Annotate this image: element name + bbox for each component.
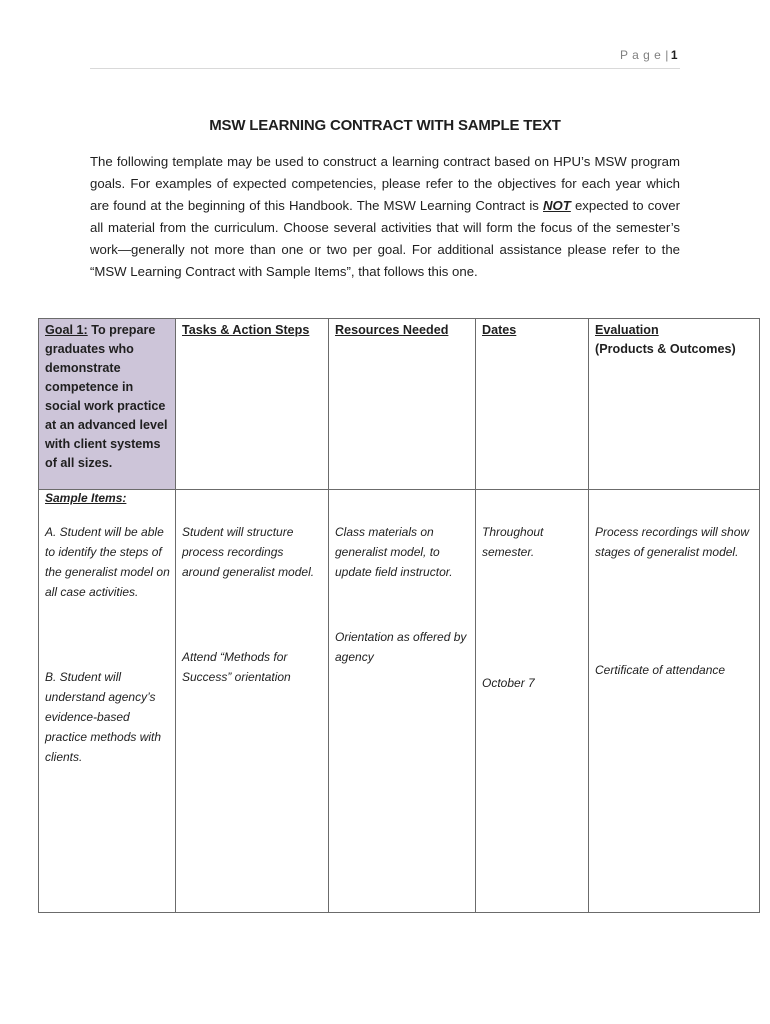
sample-item-a-date: Throughout semester. — [482, 525, 544, 559]
sample-item-b-task: Attend “Methods for Success” orientation — [182, 650, 291, 684]
evaluation-subheader: (Products & Outcomes) — [595, 342, 736, 356]
sample-item-b-resource: Orientation as offered by agency — [335, 630, 467, 664]
goal-statement — [39, 319, 175, 473]
intro-not-emphasis: NOT — [543, 197, 571, 213]
sample-item-a-task: Student will structure process recordings around generalist model. — [182, 525, 315, 579]
sample-goal-cell — [39, 490, 176, 913]
sample-resources-cell — [329, 490, 476, 913]
dates-header-cell — [476, 319, 589, 490]
sample-item-b-evaluation: Certificate of attendance — [595, 663, 726, 677]
intro-paragraph — [90, 151, 680, 282]
dates-header: Dates — [482, 323, 517, 337]
sample-items-label: Sample Items: — [45, 491, 127, 505]
resources-header: Resources Needed — [335, 323, 449, 337]
sample-item-b-date: October 7 — [482, 676, 535, 690]
learning-contract-table — [38, 318, 760, 913]
page-number — [620, 48, 678, 62]
sample-dates-cell — [476, 490, 589, 913]
sample-item-a-goal: A. Student will be able to identify the steps of the generalist model on all case activities. — [45, 525, 170, 599]
sample-tasks-cell — [176, 490, 329, 913]
intro-text-end: expected to cover all material from the curriculum. Choose several activities that will form the focus of the semester’s work—generally not more than one or two per goal. For additional assistance please refer to the “MSW Learning Contract with Sample Items”, that follows this one. — [90, 197, 681, 279]
evaluation-header: Evaluation — [595, 323, 659, 337]
intro-text-start: The following template may be used to construct a learning contract based on HPU’s MSW program goals. For examples of expected competencies, please refer to the objectives for each year which are found at the beginning of this Handbook. The MSW Learning Contract is — [90, 154, 680, 213]
sample-item-a-evaluation: Process recordings will show stages of generalist model. — [595, 525, 750, 559]
page-number-value: 1 — [670, 48, 678, 62]
tasks-header-cell — [176, 319, 329, 490]
evaluation-header-cell — [589, 319, 760, 490]
page-label: P a g e | — [620, 48, 669, 62]
document-title: MSW LEARNING CONTRACT WITH SAMPLE TEXT — [209, 117, 561, 134]
sample-evaluation-cell — [589, 490, 760, 913]
sample-items-row — [39, 490, 760, 913]
sample-item-b-goal: B. Student will understand agency’s evidence-based practice methods with clients. — [45, 670, 162, 764]
sample-item-a-resource: Class materials on generalist model, to update field instructor. — [335, 525, 453, 579]
resources-header-cell — [329, 319, 476, 490]
goal-cell — [39, 319, 176, 490]
table-header-row — [39, 319, 760, 490]
page-header — [90, 46, 680, 69]
goal-label: Goal 1: — [45, 323, 88, 337]
tasks-header: Tasks & Action Steps — [182, 323, 310, 337]
goal-text: To prepare graduates who demonstrate competence in social work practice at an advanced level with client systems of all sizes. — [45, 323, 168, 470]
